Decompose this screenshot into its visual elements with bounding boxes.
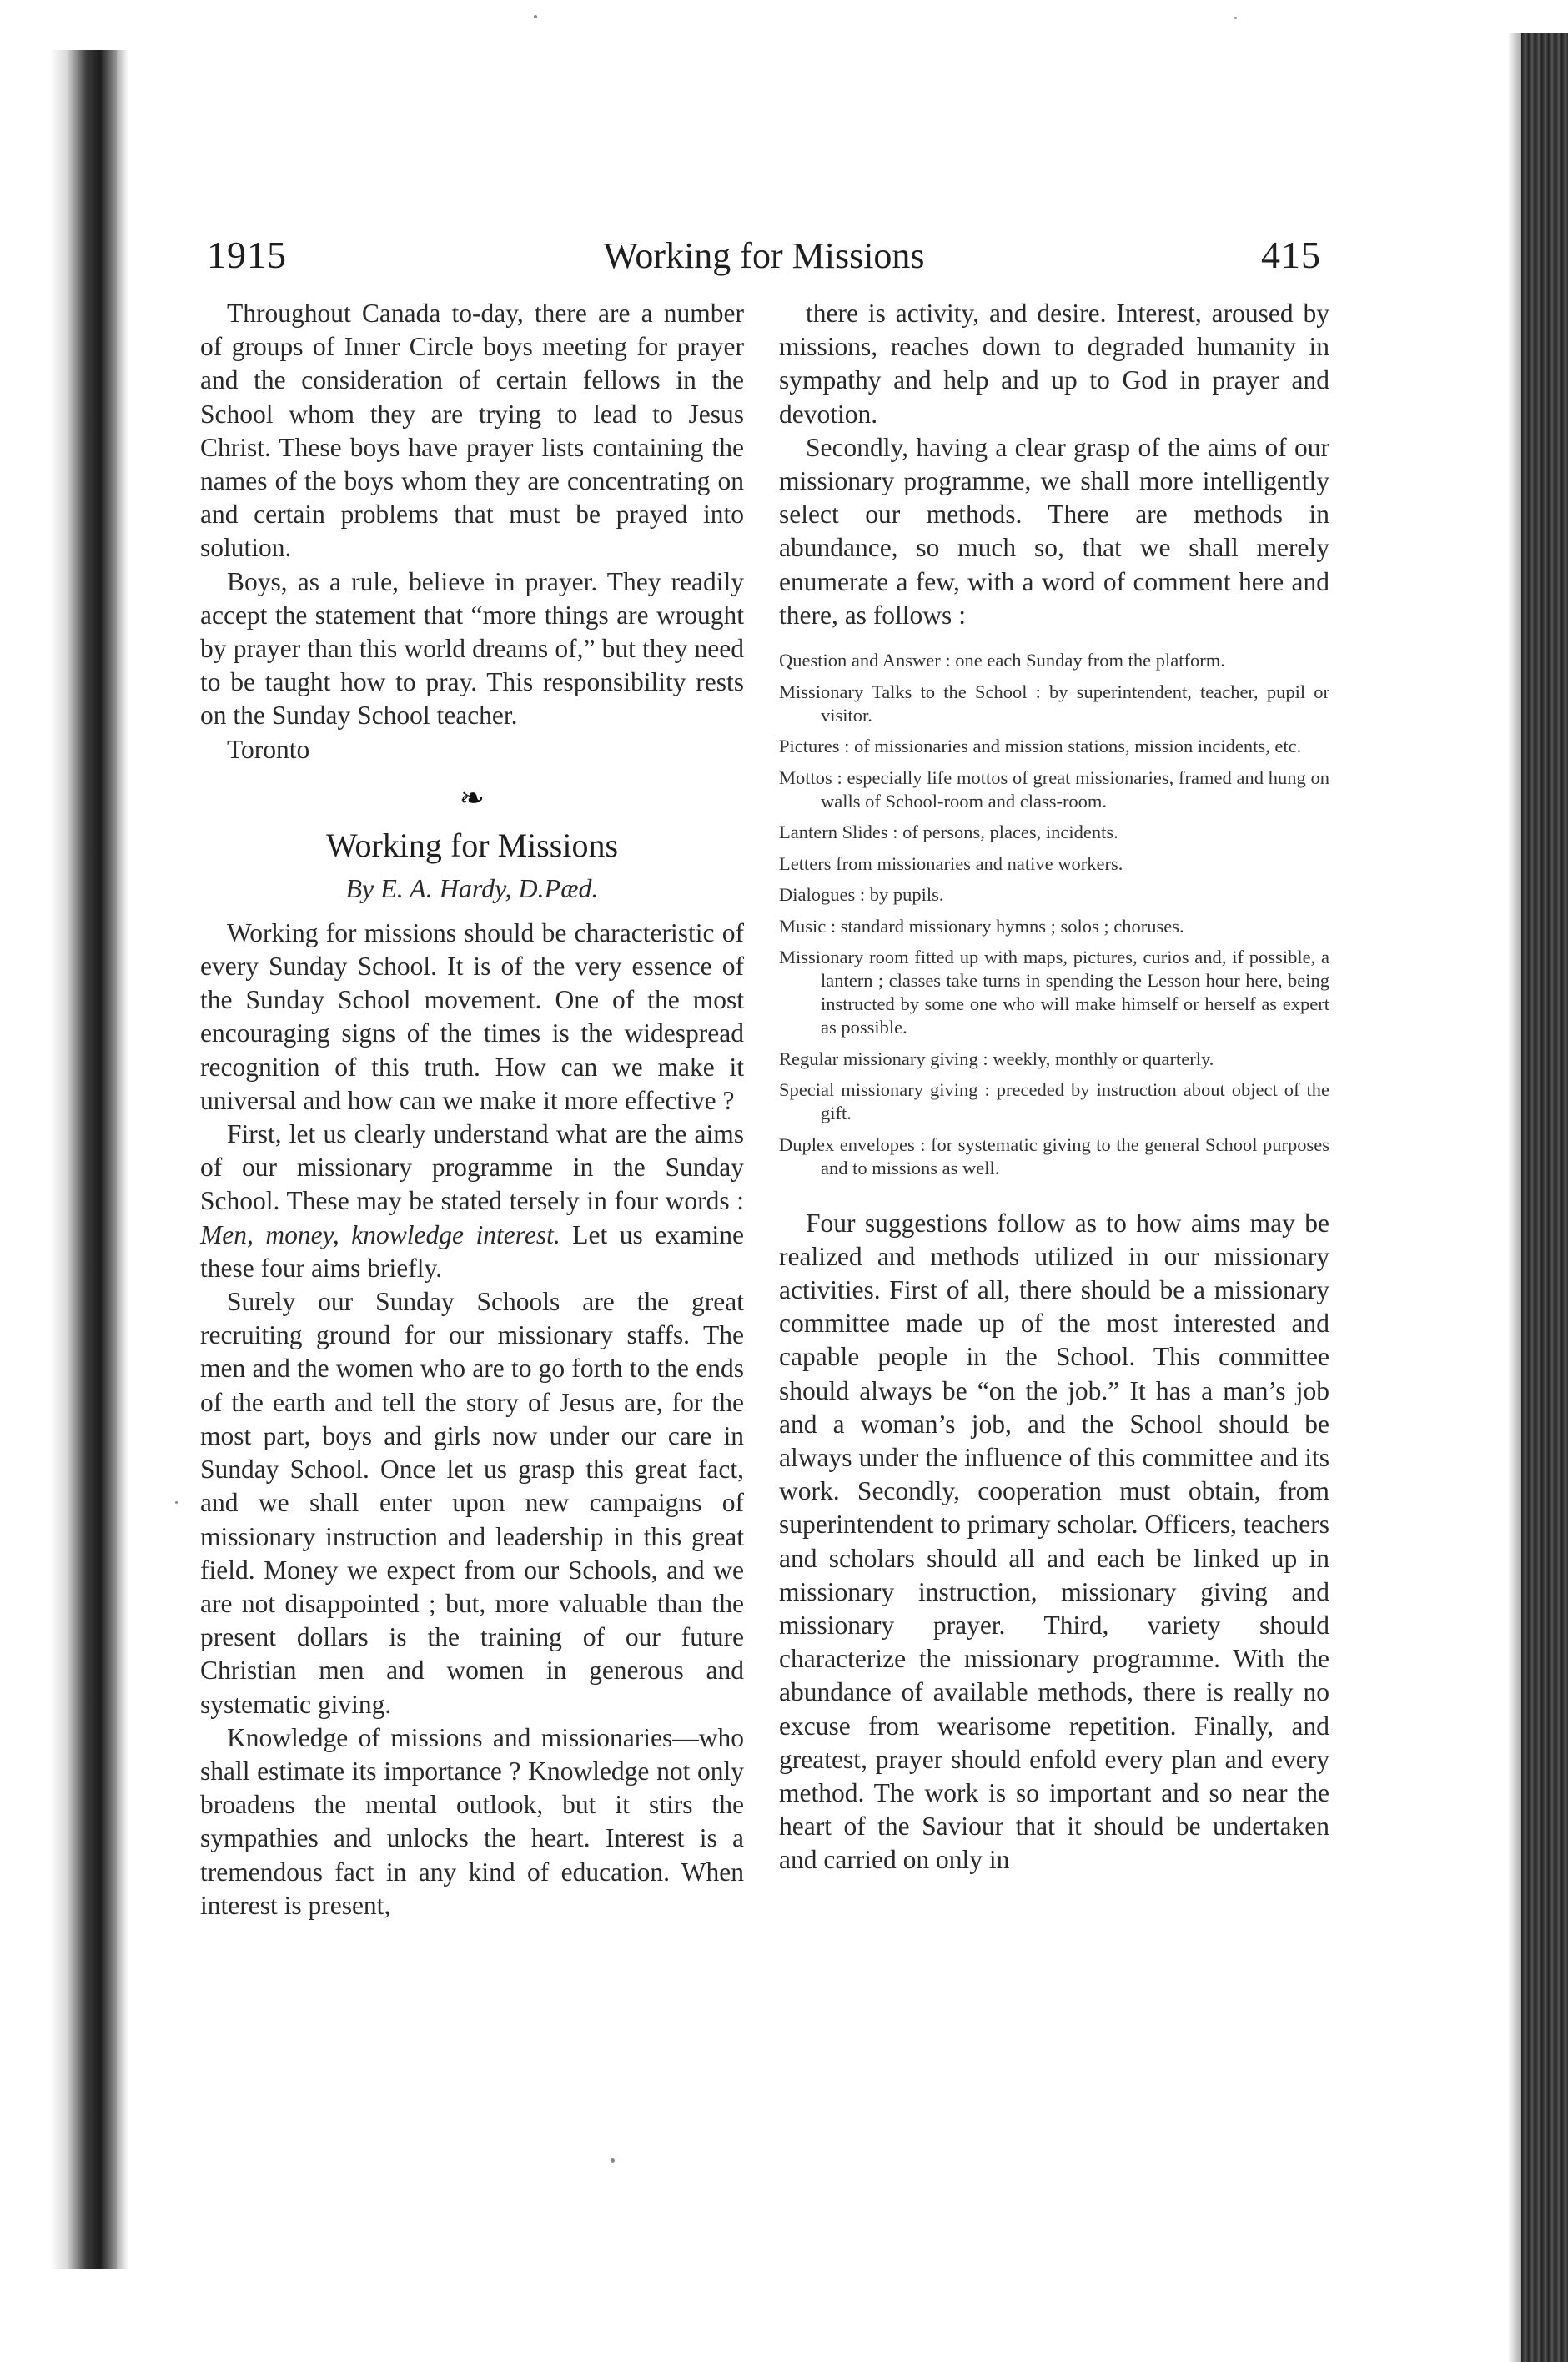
method-item: Regular missionary giving : weekly, monthly or quarterly. — [779, 1048, 1214, 1069]
paragraph-text: Let us examine these four aims briefly. — [200, 1219, 744, 1283]
book-gutter-shadow — [117, 50, 128, 2269]
method-item: Missionary Talks to the School : by superintendent, teacher, pupil or visitor. — [779, 681, 1329, 726]
method-item: Letters from missionaries and native workers. — [779, 852, 1123, 874]
left-column — [200, 297, 744, 1922]
paragraph: Four suggestions follow as to how aims may be realized and methods utilized in our missionary activities. First of all, there should be a missionary committee made up of the most interested and capable people in the School. This committee should always be “on the job.” It has a man’s job and a woman’s job, and the School should be always under the influence of this committee and its work. Secondly, cooperation must obtain, from superintendent to primary scholar. Officers, teachers and scholars should all and each be linked up in missionary instruction, missionary giving and missionary prayer. Third, variety should characterize the missionary programme. With the abundance of available methods, there is really no excuse from wearisome repetition. Finally, and greatest, prayer should enfold every plan and every method. The work is so important and so near the heart of the Saviour that it should be undertaken and carried on only in — [779, 1208, 1329, 1875]
running-title: Working for Missions — [603, 235, 925, 276]
paragraph: Throughout Canada to-day, there are a number of groups of Inner Circle boys meeting for prayer and the consideration of certain fellows in the School whom they are trying to lead to Jesus Christ. These boys have prayer lists containing the names of the boys whom they are concentrating on and certain problems that must be prayed into solution. — [200, 299, 744, 563]
method-item: Mottos : especially life mottos of great missionaries, framed and hung on walls of School-room and class-room. — [779, 766, 1329, 812]
method-item: Question and Answer : one each Sunday from the platform. — [779, 650, 1225, 671]
method-item: Lantern Slides : of persons, places, incidents. — [779, 822, 1118, 843]
book-page-stack-right-edge — [1521, 33, 1568, 2362]
paragraph: there is activity, and desire. Interest, aroused by missions, reaches down to degraded humanity in sympathy and help and up to God in prayer and devotion. — [779, 299, 1329, 429]
book-spine-left-edge — [50, 50, 117, 2269]
paragraph: Surely our Sunday Schools are the great recruiting ground for our missionary staffs. The men and the women who are to go forth to the ends of the earth and tell the story of Jesus are, for the most part, boys and girls now under our care in Sunday School. Once let us grasp this great fact, and we shall enter upon new campaigns of missionary instruction and leadership in this great field. Money we expect from our Schools, and we are not disappointed ; but, more valuable than the present dollars is the training of our future Christian men and women in generous and systematic giving. — [200, 1287, 744, 1719]
scan-speck — [175, 1501, 178, 1504]
method-item: Duplex envelopes : for systematic giving to the general School purposes and to missions as well. — [779, 1133, 1329, 1178]
paragraph-text: First, let us clearly understand what are the aims of our missionary programme in the Sunday School. These may be stated tersely in four words : — [200, 1119, 744, 1216]
emphasis-four-words: Men, money, knowledge interest. — [200, 1219, 560, 1249]
scan-speck — [611, 2158, 615, 2163]
signoff-location: Toronto — [227, 734, 310, 764]
article-title: Working for Missions — [325, 826, 619, 864]
page-edge-shadow — [1508, 33, 1521, 2362]
paragraph — [200, 1118, 744, 1285]
method-item: Special missionary giving : preceded by instruction about object of the gift. — [779, 1079, 1329, 1124]
methods-list — [779, 649, 1329, 1180]
method-item: Missionary room fitted up with maps, pictures, curios and, if possible, a lantern ; classes take turns in spending the Lesson hour here, being instructed by some one who will make himself or herself as expert as possible. — [779, 947, 1329, 1038]
page-number: 415 — [1261, 234, 1321, 276]
paragraph: Boys, as a rule, believe in prayer. They readily accept the statement that “more things are wrought by prayer than this world dreams of,” but they need to be taught how to pray. This responsibility rests on the Sunday School teacher. — [200, 566, 744, 731]
method-item: Pictures : of missionaries and mission stations, mission incidents, etc. — [779, 736, 1302, 757]
paragraph: Knowledge of missions and missionaries—who shall estimate its importance ? Knowledge not only broadens the mental outlook, but it stirs the sympathies and unlocks the heart. Interest is a tremendous fact in any kind of education. When interest is present, — [200, 1722, 744, 1920]
method-item: Music : standard missionary hymns ; solos ; choruses. — [779, 915, 1184, 937]
page-header — [207, 219, 1321, 277]
scan-speck — [534, 15, 537, 18]
method-item: Dialogues : by pupils. — [779, 884, 944, 906]
right-column — [779, 297, 1329, 1877]
scan-speck — [1234, 17, 1237, 19]
paragraph: Secondly, having a clear grasp of the aims of our missionary programme, we shall more intelligently select our methods. There are methods in abundance, so much so, that we shall merely enumerate a few, with a word of comment here and there, as follows : — [779, 432, 1329, 630]
byline: By E. A. Hardy, D.Pæd. — [345, 872, 599, 903]
header-year: 1915 — [207, 234, 287, 276]
ornament-leaf-icon: ❧ — [459, 781, 485, 815]
paragraph: Working for missions should be characteristic of every Sunday School. It is of the very essence of the Sunday School movement. One of the most encouraging signs of the times is the widespread recognition of this truth. How can we make it universal and how can we make it more effective ? — [200, 917, 744, 1115]
